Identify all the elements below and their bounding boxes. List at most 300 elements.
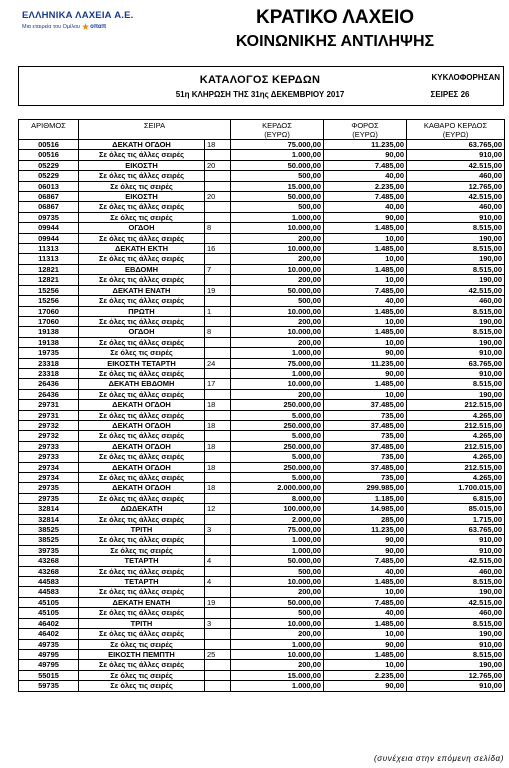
table-row (19, 171, 505, 181)
table-row (19, 379, 505, 389)
cell-prize: 75.000,00 (231, 140, 324, 150)
cell-series-index (205, 452, 231, 462)
cell-tax: 735,00 (324, 431, 407, 441)
cell-series: ΔΕΚΑΤΗ ΕΝΑΤΗ (79, 285, 205, 295)
cell-tax: 2.235,00 (324, 670, 407, 680)
page-title: ΚΡΑΤΙΚΟ ΛΑΧΕΙΟ (255, 7, 414, 28)
table-row (19, 160, 505, 170)
cell-number: 55015 (19, 670, 79, 680)
cell-tax: 90,00 (324, 150, 407, 160)
cell-series: Σε όλες τις σειρές (79, 348, 205, 358)
cell-tax: 90,00 (324, 681, 407, 691)
table-row (19, 577, 505, 587)
cell-series: ΔΕΚΑΤΗ ΟΓΔΟΗ (79, 441, 205, 451)
cell-net: 190,00 (407, 660, 505, 670)
cell-net: 8.515,00 (407, 649, 505, 659)
cell-series: Σε όλες τις άλλες σειρές (79, 150, 205, 160)
cell-prize: 5.000,00 (231, 473, 324, 483)
cell-tax: 90,00 (324, 368, 407, 378)
cell-number: 38525 (19, 525, 79, 535)
cell-number: 29735 (19, 493, 79, 503)
cell-net: 460,00 (407, 566, 505, 576)
cell-tax: 11.235,00 (324, 525, 407, 535)
cell-tax: 1.485,00 (324, 618, 407, 628)
cell-series-index: 20 (205, 192, 231, 202)
table-row (19, 556, 505, 566)
cell-series: ΔΕΚΑΤΗ ΟΓΔΟΗ (79, 140, 205, 150)
cell-series-index: 3 (205, 618, 231, 628)
cell-series-index (205, 473, 231, 483)
table-row (19, 670, 505, 680)
cell-number: 05229 (19, 171, 79, 181)
cell-number: 44583 (19, 587, 79, 597)
cell-net: 190,00 (407, 629, 505, 639)
cell-series-index (205, 545, 231, 555)
cell-prize: 250.000,00 (231, 420, 324, 430)
cell-number: 06867 (19, 192, 79, 202)
cell-series: Σε όλες τις άλλες σειρές (79, 389, 205, 399)
cell-number: 06867 (19, 202, 79, 212)
cell-tax: 37.485,00 (324, 441, 407, 451)
cell-net: 190,00 (407, 275, 505, 285)
cell-number: 43268 (19, 556, 79, 566)
cell-prize: 100.000,00 (231, 504, 324, 514)
cell-net: 8.515,00 (407, 379, 505, 389)
cell-tax: 90,00 (324, 348, 407, 358)
cell-net: 6.815,00 (407, 493, 505, 503)
cell-number: 39735 (19, 545, 79, 555)
cell-tax: 90,00 (324, 639, 407, 649)
cell-number: 32814 (19, 504, 79, 514)
cell-series: Σε όλες τις άλλες σειρές (79, 473, 205, 483)
cell-number: 43268 (19, 566, 79, 576)
cell-number: 29733 (19, 441, 79, 451)
cell-net: 4.265,00 (407, 431, 505, 441)
table-row (19, 264, 505, 274)
cell-number: 15256 (19, 285, 79, 295)
cell-tax: 40,00 (324, 608, 407, 618)
table-row (19, 587, 505, 597)
cell-net: 910,00 (407, 545, 505, 555)
cell-prize: 50.000,00 (231, 597, 324, 607)
cell-prize: 10.000,00 (231, 379, 324, 389)
cell-prize: 1.000,00 (231, 639, 324, 649)
cell-series: Σε όλες τις σειρές (79, 639, 205, 649)
cell-number: 19138 (19, 337, 79, 347)
cell-series: ΟΓΔΟΗ (79, 327, 205, 337)
cell-series-index: 1 (205, 306, 231, 316)
header-prize: ΚΕΡΔΟΣ (ΕΥΡΩ) (231, 120, 324, 140)
cell-series: ΔΕΚΑΤΗ ΟΓΔΟΗ (79, 420, 205, 430)
cell-series: Σε όλες τις άλλες σειρές (79, 660, 205, 670)
cell-series-index: 3 (205, 525, 231, 535)
cell-prize: 1.000,00 (231, 150, 324, 160)
cell-net: 8.515,00 (407, 223, 505, 233)
table-row (19, 462, 505, 472)
cell-prize: 10.000,00 (231, 306, 324, 316)
cell-prize: 200,00 (231, 337, 324, 347)
cell-prize: 200,00 (231, 587, 324, 597)
cell-series: ΕΙΚΟΣΤΗ ΤΕΤΑΡΤΗ (79, 358, 205, 368)
table-row (19, 181, 505, 191)
cell-net: 910,00 (407, 212, 505, 222)
cell-series-index (205, 639, 231, 649)
cell-series-index (205, 171, 231, 181)
table-row (19, 348, 505, 358)
cell-series: Σε όλες τις σειρές (79, 545, 205, 555)
table-row (19, 400, 505, 410)
cell-prize: 1.000,00 (231, 545, 324, 555)
cell-tax: 1.485,00 (324, 306, 407, 316)
cell-series: Σε όλες τις άλλες σειρές (79, 514, 205, 524)
table-row (19, 368, 505, 378)
cell-net: 910,00 (407, 681, 505, 691)
cell-series: ΤΡΙΤΗ (79, 525, 205, 535)
cell-tax: 11.235,00 (324, 358, 407, 368)
cell-number: 11313 (19, 254, 79, 264)
table-row (19, 431, 505, 441)
cell-net: 460,00 (407, 202, 505, 212)
cell-series: Σε όλες τις άλλες σειρές (79, 202, 205, 212)
cell-net: 8.515,00 (407, 327, 505, 337)
cell-number: 49795 (19, 660, 79, 670)
cell-series: Σε όλες τις άλλες σειρές (79, 171, 205, 181)
cell-prize: 500,00 (231, 171, 324, 181)
header-series: ΣΕΙΡΑ (79, 120, 231, 140)
header-box (18, 66, 504, 106)
cell-number: 32814 (19, 514, 79, 524)
cell-tax: 10,00 (324, 337, 407, 347)
draw-info: 51η ΚΛΗΡΩΣΗ ΤΗΣ 31ης ΔΕΚΕΜΒΡΙΟΥ 2017 (175, 90, 345, 99)
table-row (19, 410, 505, 420)
cell-tax: 40,00 (324, 566, 407, 576)
cell-series-index (205, 212, 231, 222)
cell-net: 42.515,00 (407, 160, 505, 170)
cell-series: ΔΕΚΑΤΗ ΟΓΔΟΗ (79, 483, 205, 493)
cell-tax: 1.485,00 (324, 264, 407, 274)
cell-series: Σε όλες τις άλλες σειρές (79, 275, 205, 285)
cell-prize: 5.000,00 (231, 410, 324, 420)
cell-number: 29732 (19, 431, 79, 441)
cell-number: 29735 (19, 483, 79, 493)
cell-net: 910,00 (407, 535, 505, 545)
cell-series-index (205, 410, 231, 420)
cell-net: 212.515,00 (407, 441, 505, 451)
cell-net: 910,00 (407, 639, 505, 649)
cell-net: 42.515,00 (407, 597, 505, 607)
cell-prize: 50.000,00 (231, 192, 324, 202)
cell-series: Σε όλες τις άλλες σειρές (79, 368, 205, 378)
cell-series-index (205, 233, 231, 243)
cell-prize: 250.000,00 (231, 441, 324, 451)
cell-series: Σε όλες τις σειρές (79, 181, 205, 191)
cell-series-index: 8 (205, 327, 231, 337)
cell-number: 38525 (19, 535, 79, 545)
cell-tax: 735,00 (324, 452, 407, 462)
cell-series: Σε όλες τις άλλες σειρές (79, 587, 205, 597)
cell-number: 45105 (19, 597, 79, 607)
cell-series-index (205, 431, 231, 441)
cell-series-index: 8 (205, 223, 231, 233)
cell-series: Σε όλες τις άλλες σειρές (79, 566, 205, 576)
cell-net: 910,00 (407, 348, 505, 358)
cell-series-index: 18 (205, 483, 231, 493)
cell-net: 460,00 (407, 296, 505, 306)
cell-tax: 7.485,00 (324, 556, 407, 566)
cell-prize: 1.000,00 (231, 348, 324, 358)
table-row (19, 316, 505, 326)
table-row (19, 140, 505, 150)
cell-tax: 299.985,00 (324, 483, 407, 493)
opap-logo-icon (82, 23, 89, 30)
cell-series-index: 19 (205, 285, 231, 295)
cell-series: Σε όλες τις άλλες σειρές (79, 493, 205, 503)
continued-note: (συνέχεια στην επόμενη σελίδα) (374, 754, 504, 763)
cell-prize: 10.000,00 (231, 264, 324, 274)
cell-series: Σε όλες τις άλλες σειρές (79, 337, 205, 347)
cell-tax: 40,00 (324, 202, 407, 212)
cell-net: 460,00 (407, 171, 505, 181)
cell-prize: 500,00 (231, 608, 324, 618)
cell-tax: 735,00 (324, 410, 407, 420)
cell-prize: 10.000,00 (231, 649, 324, 659)
catalog-title: ΚΑΤΑΛΟΓΟΣ ΚΕΡΔΩΝ (199, 74, 321, 86)
cell-number: 12821 (19, 264, 79, 274)
cell-number: 23318 (19, 358, 79, 368)
table-row (19, 306, 505, 316)
cell-series-index (205, 275, 231, 285)
cell-number: 26436 (19, 379, 79, 389)
cell-series-index: 4 (205, 556, 231, 566)
prizes-table (18, 119, 505, 692)
cell-series-index: 12 (205, 504, 231, 514)
cell-tax: 2.235,00 (324, 181, 407, 191)
cell-series-index: 17 (205, 379, 231, 389)
cell-prize: 5.000,00 (231, 431, 324, 441)
circulation-label: ΚΥΚΛΟΦΟΡΗΣΑΝ (431, 73, 500, 82)
cell-net: 8.515,00 (407, 264, 505, 274)
cell-prize: 50.000,00 (231, 160, 324, 170)
cell-net: 4.265,00 (407, 473, 505, 483)
cell-tax: 10,00 (324, 629, 407, 639)
cell-series: Σε όλες τις άλλες σειρές (79, 431, 205, 441)
cell-prize: 15.000,00 (231, 181, 324, 191)
cell-series-index (205, 660, 231, 670)
cell-prize: 10.000,00 (231, 618, 324, 628)
cell-prize: 10.000,00 (231, 327, 324, 337)
cell-number: 00516 (19, 150, 79, 160)
cell-series-index (205, 389, 231, 399)
cell-net: 63.765,00 (407, 140, 505, 150)
cell-tax: 7.485,00 (324, 160, 407, 170)
cell-number: 15256 (19, 296, 79, 306)
cell-prize: 75.000,00 (231, 358, 324, 368)
cell-series-index (205, 514, 231, 524)
table-row (19, 275, 505, 285)
table-row (19, 441, 505, 451)
cell-net: 1.715,00 (407, 514, 505, 524)
cell-number: 44583 (19, 577, 79, 587)
cell-series: Σε όλες τις σειρές (79, 212, 205, 222)
table-row (19, 660, 505, 670)
cell-net: 190,00 (407, 389, 505, 399)
cell-prize: 200,00 (231, 254, 324, 264)
cell-prize: 2.000,00 (231, 514, 324, 524)
cell-tax: 11.235,00 (324, 140, 407, 150)
cell-net: 1.700.015,00 (407, 483, 505, 493)
cell-prize: 10.000,00 (231, 223, 324, 233)
cell-prize: 8.000,00 (231, 493, 324, 503)
table-row (19, 649, 505, 659)
cell-tax: 10,00 (324, 254, 407, 264)
cell-series: ΔΕΚΑΤΗ ΟΓΔΟΗ (79, 400, 205, 410)
table-row (19, 223, 505, 233)
cell-prize: 200,00 (231, 389, 324, 399)
logo-subtitle (22, 23, 152, 30)
cell-series: ΟΓΔΟΗ (79, 223, 205, 233)
cell-tax: 1.485,00 (324, 223, 407, 233)
cell-net: 4.265,00 (407, 410, 505, 420)
cell-series: Σε όλες τις σειρές (79, 681, 205, 691)
table-row (19, 566, 505, 576)
cell-series: Σε όλες τις άλλες σειρές (79, 535, 205, 545)
cell-tax: 37.485,00 (324, 462, 407, 472)
cell-series: ΔΕΚΑΤΗ ΕΒΔΟΜΗ (79, 379, 205, 389)
cell-tax: 7.485,00 (324, 285, 407, 295)
cell-number: 17060 (19, 316, 79, 326)
cell-net: 85.015,00 (407, 504, 505, 514)
table-row (19, 597, 505, 607)
cell-series: ΔΕΚΑΤΗ ΕΝΑΤΗ (79, 597, 205, 607)
table-row (19, 212, 505, 222)
table-row (19, 535, 505, 545)
cell-series: Σε όλες τις άλλες σειρές (79, 254, 205, 264)
cell-number: 59735 (19, 681, 79, 691)
table-row (19, 150, 505, 160)
cell-number: 26436 (19, 389, 79, 399)
cell-series-index: 18 (205, 420, 231, 430)
cell-tax: 10,00 (324, 316, 407, 326)
cell-prize: 75.000,00 (231, 525, 324, 535)
cell-series-index (205, 681, 231, 691)
cell-net: 63.765,00 (407, 358, 505, 368)
cell-number: 12821 (19, 275, 79, 285)
cell-series-index: 19 (205, 597, 231, 607)
cell-net: 8.515,00 (407, 244, 505, 254)
cell-series: ΔΕΚΑΤΗ ΕΚΤΗ (79, 244, 205, 254)
cell-series-index: 25 (205, 649, 231, 659)
cell-tax: 10,00 (324, 389, 407, 399)
table-row (19, 504, 505, 514)
cell-net: 12.765,00 (407, 181, 505, 191)
cell-number: 09735 (19, 212, 79, 222)
cell-prize: 500,00 (231, 566, 324, 576)
table-row (19, 233, 505, 243)
cell-series-index: 18 (205, 441, 231, 451)
cell-prize: 200,00 (231, 660, 324, 670)
cell-series-index (205, 348, 231, 358)
cell-number: 29734 (19, 473, 79, 483)
table-row (19, 618, 505, 628)
cell-tax: 1.485,00 (324, 649, 407, 659)
cell-series-index: 7 (205, 264, 231, 274)
table-row (19, 545, 505, 555)
cell-net: 8.515,00 (407, 618, 505, 628)
cell-series: Σε όλες τις άλλες σειρές (79, 410, 205, 420)
table-row (19, 389, 505, 399)
cell-series: Σε όλες τις άλλες σειρές (79, 629, 205, 639)
cell-series: ΤΕΤΑΡΤΗ (79, 577, 205, 587)
table-row (19, 639, 505, 649)
cell-number: 29734 (19, 462, 79, 472)
cell-series-index: 18 (205, 462, 231, 472)
cell-series-index (205, 670, 231, 680)
cell-number: 29732 (19, 420, 79, 430)
cell-prize: 500,00 (231, 296, 324, 306)
table-row (19, 681, 505, 691)
cell-prize: 1.000,00 (231, 368, 324, 378)
cell-net: 4.265,00 (407, 452, 505, 462)
table-row (19, 473, 505, 483)
cell-net: 190,00 (407, 337, 505, 347)
cell-tax: 285,00 (324, 514, 407, 524)
cell-net: 190,00 (407, 316, 505, 326)
cell-series-index (205, 629, 231, 639)
logo-title: ΕΛΛΗΝΙΚΑ ΛΑΧΕΙΑ Α.Ε. (22, 10, 134, 21)
cell-tax: 10,00 (324, 660, 407, 670)
cell-series-index (205, 296, 231, 306)
cell-prize: 15.000,00 (231, 670, 324, 680)
cell-number: 17060 (19, 306, 79, 316)
cell-series-index (205, 368, 231, 378)
cell-prize: 250.000,00 (231, 400, 324, 410)
cell-number: 09944 (19, 223, 79, 233)
cell-tax: 1.485,00 (324, 379, 407, 389)
cell-tax: 14.985,00 (324, 504, 407, 514)
cell-prize: 1.000,00 (231, 212, 324, 222)
cell-prize: 200,00 (231, 275, 324, 285)
lottery-logo (22, 10, 152, 40)
cell-net: 190,00 (407, 233, 505, 243)
series-count: ΣΕΙΡΕΣ 26 (430, 90, 470, 99)
cell-tax: 37.485,00 (324, 420, 407, 430)
cell-tax: 37.485,00 (324, 400, 407, 410)
table-row (19, 296, 505, 306)
table-row (19, 493, 505, 503)
table-row (19, 514, 505, 524)
cell-number: 11313 (19, 244, 79, 254)
cell-number: 29731 (19, 410, 79, 420)
table-row (19, 629, 505, 639)
cell-net: 910,00 (407, 150, 505, 160)
cell-series-index (205, 337, 231, 347)
cell-prize: 10.000,00 (231, 244, 324, 254)
table-row (19, 202, 505, 212)
cell-tax: 90,00 (324, 212, 407, 222)
table-header-row (19, 120, 505, 140)
cell-prize: 200,00 (231, 316, 324, 326)
page-subtitle: ΚΟΙΝΩΝΙΚΗΣ ΑΝΤΙΛΗΨΗΣ (235, 33, 435, 50)
cell-net: 190,00 (407, 587, 505, 597)
cell-prize: 200,00 (231, 233, 324, 243)
cell-prize: 50.000,00 (231, 556, 324, 566)
cell-number: 00516 (19, 140, 79, 150)
cell-series-index (205, 181, 231, 191)
logo-brand: οπαπ (90, 24, 107, 31)
cell-tax: 40,00 (324, 296, 407, 306)
cell-number: 46402 (19, 618, 79, 628)
cell-tax: 10,00 (324, 233, 407, 243)
